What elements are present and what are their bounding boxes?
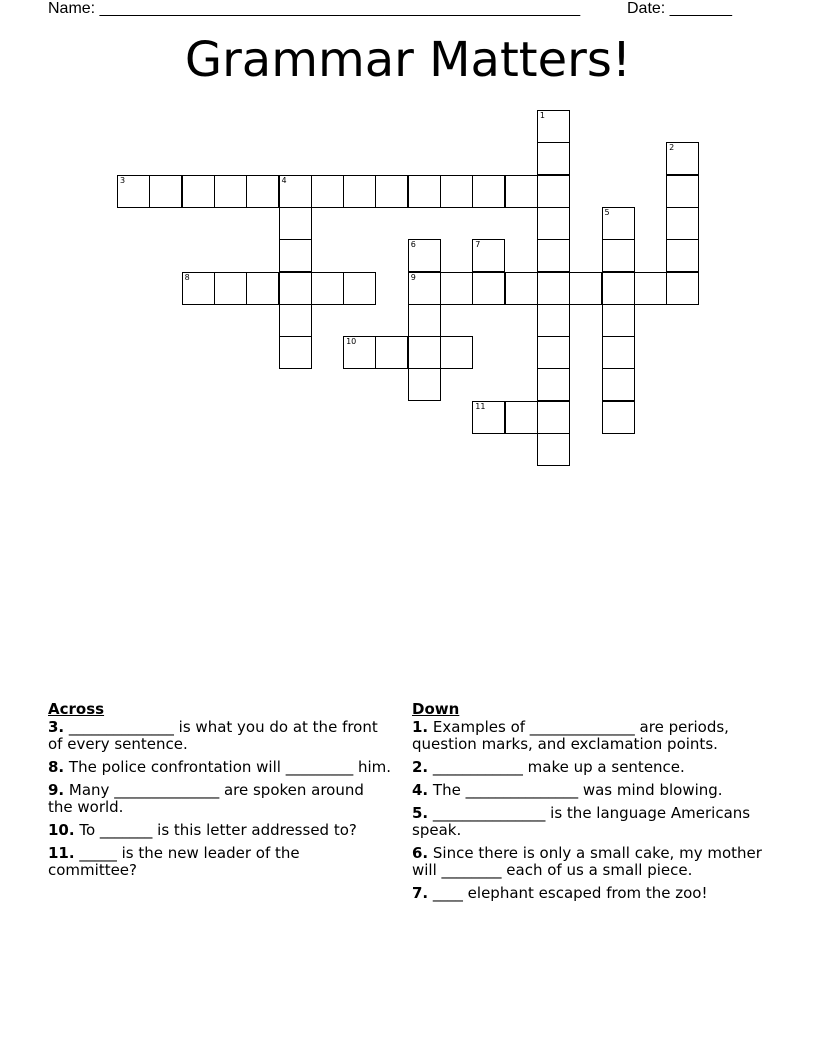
crossword-cell[interactable] bbox=[666, 175, 699, 208]
name-line: Name: ______________________________________________________ bbox=[48, 0, 581, 17]
crossword-cell[interactable] bbox=[440, 272, 473, 305]
clue-number: 8. bbox=[48, 758, 65, 776]
down-clue-1 bbox=[412, 719, 762, 753]
crossword-cell[interactable] bbox=[279, 272, 312, 305]
crossword-cell[interactable] bbox=[537, 142, 570, 175]
crossword-cell[interactable] bbox=[505, 401, 538, 434]
crossword-cell[interactable] bbox=[214, 175, 247, 208]
crossword-cell[interactable] bbox=[472, 239, 505, 272]
page-title: Grammar Matters! bbox=[184, 32, 632, 88]
crossword-cell[interactable] bbox=[279, 304, 312, 337]
clue-number-label: 3 bbox=[120, 175, 126, 185]
crossword-cell[interactable] bbox=[634, 272, 667, 305]
clue-number: 6. bbox=[412, 844, 429, 862]
crossword-cell[interactable] bbox=[537, 304, 570, 337]
clue-number-label: 10 bbox=[346, 337, 357, 347]
crossword-cell[interactable] bbox=[537, 368, 570, 401]
clue-text: _______________ is the language Americans speak. bbox=[412, 804, 751, 839]
clue-text: ____________ make up a sentence. bbox=[428, 758, 685, 776]
crossword-cell[interactable] bbox=[472, 175, 505, 208]
down-clue-2 bbox=[412, 759, 762, 776]
crossword-cell[interactable] bbox=[569, 272, 602, 305]
across-clue-8 bbox=[48, 759, 393, 776]
crossword-cell[interactable] bbox=[182, 175, 215, 208]
crossword-cell[interactable] bbox=[149, 175, 182, 208]
date-line: Date: _______ bbox=[627, 0, 732, 17]
crossword-cell[interactable] bbox=[214, 272, 247, 305]
crossword-cell[interactable] bbox=[246, 175, 279, 208]
down-clues bbox=[412, 701, 762, 908]
crossword-cell[interactable] bbox=[602, 368, 635, 401]
clue-text: ______________ is what you do at the front of every sentence. bbox=[48, 718, 378, 753]
crossword-cell[interactable] bbox=[666, 207, 699, 240]
crossword-cell[interactable] bbox=[279, 336, 312, 369]
down-clue-5 bbox=[412, 805, 762, 839]
crossword-cell[interactable] bbox=[343, 272, 376, 305]
crossword-cell[interactable] bbox=[408, 304, 441, 337]
crossword-cell[interactable] bbox=[472, 401, 505, 434]
clue-number: 5. bbox=[412, 804, 429, 822]
crossword-cell[interactable] bbox=[440, 175, 473, 208]
clue-number: 4. bbox=[412, 781, 429, 799]
crossword-cell[interactable] bbox=[472, 272, 505, 305]
clue-text: Since there is only a small cake, my mother will ________ each of us a small piece. bbox=[412, 844, 762, 879]
crossword-cell[interactable] bbox=[440, 336, 473, 369]
down-clue-7 bbox=[412, 885, 762, 902]
clue-number: 11. bbox=[48, 844, 75, 862]
clue-text: Many ______________ are spoken around the world. bbox=[48, 781, 364, 816]
clue-text: _____ is the new leader of the committee? bbox=[48, 844, 300, 879]
crossword-cell[interactable] bbox=[408, 175, 441, 208]
clue-number-label: 9 bbox=[410, 272, 416, 282]
crossword-cell[interactable] bbox=[246, 272, 279, 305]
crossword-cell[interactable] bbox=[505, 272, 538, 305]
clue-number-label: 8 bbox=[184, 272, 190, 282]
crossword-cell[interactable] bbox=[408, 336, 441, 369]
crossword-cell[interactable] bbox=[602, 272, 635, 305]
crossword-cell[interactable] bbox=[279, 239, 312, 272]
crossword-cell[interactable] bbox=[602, 401, 635, 434]
crossword-cell[interactable] bbox=[311, 175, 344, 208]
clue-number: 7. bbox=[412, 884, 429, 902]
crossword-cell[interactable] bbox=[505, 175, 538, 208]
across-clues bbox=[48, 701, 393, 885]
crossword-cell[interactable] bbox=[537, 336, 570, 369]
across-clue-3 bbox=[48, 719, 393, 753]
clue-number: 2. bbox=[412, 758, 429, 776]
clue-number: 1. bbox=[412, 718, 429, 736]
clue-number: 9. bbox=[48, 781, 65, 799]
crossword-cell[interactable] bbox=[375, 336, 408, 369]
crossword-cell[interactable] bbox=[279, 175, 312, 208]
crossword-cell[interactable] bbox=[666, 272, 699, 305]
crossword-cell[interactable] bbox=[602, 304, 635, 337]
crossword-cell[interactable] bbox=[408, 239, 441, 272]
crossword-cell[interactable] bbox=[602, 207, 635, 240]
crossword-cell[interactable] bbox=[343, 336, 376, 369]
crossword-cell[interactable] bbox=[537, 110, 570, 143]
crossword-cell[interactable] bbox=[311, 272, 344, 305]
crossword-cell[interactable] bbox=[375, 175, 408, 208]
clue-text: To _______ is this letter addressed to? bbox=[74, 821, 357, 839]
crossword-cell[interactable] bbox=[537, 207, 570, 240]
crossword-cell[interactable] bbox=[602, 336, 635, 369]
clue-text: The _______________ was mind blowing. bbox=[428, 781, 723, 799]
crossword-cell[interactable] bbox=[602, 239, 635, 272]
crossword-cell[interactable] bbox=[117, 175, 150, 208]
crossword-cell[interactable] bbox=[537, 401, 570, 434]
crossword-cell[interactable] bbox=[182, 272, 215, 305]
clue-number-label: 11 bbox=[475, 401, 486, 411]
down-clue-6 bbox=[412, 845, 762, 879]
crossword-cell[interactable] bbox=[537, 272, 570, 305]
across-clue-10 bbox=[48, 822, 393, 839]
crossword-cell[interactable] bbox=[408, 272, 441, 305]
clue-number-label: 1 bbox=[539, 111, 545, 120]
crossword-cell[interactable] bbox=[666, 239, 699, 272]
down-heading: Down bbox=[412, 700, 460, 718]
across-heading: Across bbox=[48, 700, 105, 718]
clue-number-label: 5 bbox=[604, 207, 610, 217]
crossword-cell[interactable] bbox=[279, 207, 312, 240]
clue-number-label: 4 bbox=[281, 175, 287, 185]
crossword-cell[interactable] bbox=[666, 142, 699, 175]
clue-text: Examples of ______________ are periods, question marks, and exclamation points. bbox=[412, 718, 729, 753]
across-clue-11 bbox=[48, 845, 393, 879]
down-clue-4 bbox=[412, 782, 762, 799]
crossword-cell[interactable] bbox=[343, 175, 376, 208]
clue-text: ____ elephant escaped from the zoo! bbox=[428, 884, 708, 902]
clue-text: The police confrontation will _________ him. bbox=[64, 758, 392, 776]
crossword-cell[interactable] bbox=[408, 368, 441, 401]
crossword-cell[interactable] bbox=[537, 239, 570, 272]
clue-number-label: 6 bbox=[410, 240, 416, 250]
clue-number: 3. bbox=[48, 718, 65, 736]
across-clue-9 bbox=[48, 782, 393, 816]
crossword-grid bbox=[0, 0, 816, 480]
clue-number-label: 7 bbox=[475, 240, 481, 250]
crossword-cell[interactable] bbox=[537, 433, 570, 466]
clue-number: 10. bbox=[48, 821, 75, 839]
clue-number-label: 2 bbox=[669, 143, 675, 153]
crossword-cell[interactable] bbox=[537, 175, 570, 208]
